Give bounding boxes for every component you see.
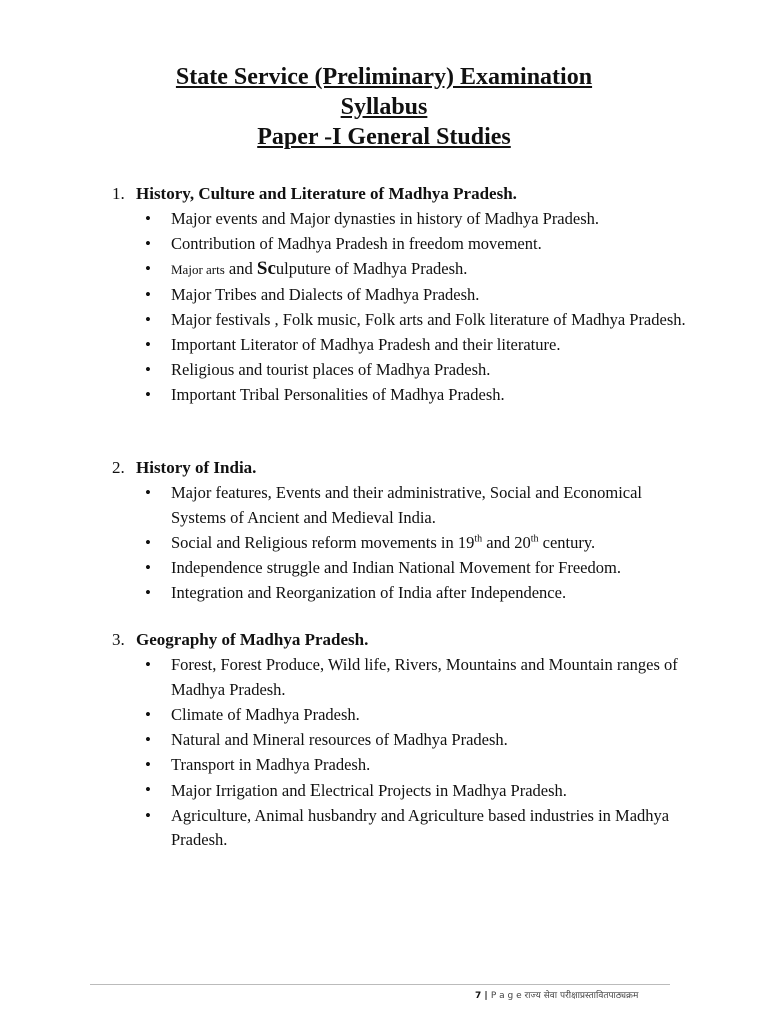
document-title-line1: State Service (Preliminary) Examination: [175, 64, 593, 90]
section-number: 2.: [112, 458, 125, 477]
list-item: • Climate of Madhya Pradesh.: [141, 703, 701, 728]
list-item: • Agriculture, Animal husbandry and Agriculture based industries in Madhya Pradesh.: [141, 804, 701, 853]
superscript: th: [530, 533, 539, 544]
list-item-part: Social and Religious reform movements in 19: [171, 532, 475, 552]
list-item: • Natural and Mineral resources of Madhya Pradesh.: [141, 728, 701, 753]
section-title: Geography of Madhya Pradesh.: [136, 630, 369, 649]
section-2-heading: [112, 457, 256, 479]
section-2-list: [141, 481, 701, 606]
list-item: • Contribution of Madhya Pradesh in freedom movement.: [141, 232, 701, 257]
list-item: • Major events and Major dynasties in history of Madhya Pradesh.: [141, 207, 701, 232]
list-item: • Transport in Madhya Pradesh.: [141, 753, 701, 778]
section-title: History of India.: [136, 458, 257, 477]
list-item: • Major festivals , Folk music, Folk arts and Folk literature of Madhya Pradesh.: [141, 308, 701, 333]
footer-separator: |: [481, 991, 491, 1001]
list-item: [141, 531, 701, 556]
list-item: • Forest, Forest Produce, Wild life, Rivers, Mountains and Mountain ranges of Madhya Pradesh.: [141, 653, 701, 702]
list-item: [141, 257, 701, 283]
superscript: th: [474, 533, 483, 544]
list-item-part: ulputure of Madhya Pradesh.: [275, 259, 468, 278]
section-title: History, Culture and Literature of Madhya Pradesh.: [136, 184, 517, 203]
list-item-part: and: [224, 259, 257, 278]
list-item: • Integration and Reorganization of India after Independence.: [141, 581, 701, 606]
document-title-line2: Syllabus: [340, 94, 428, 120]
list-item: • Independence struggle and Indian National Movement for Freedom.: [141, 556, 701, 581]
list-item: • Important Literator of Madhya Pradesh and their literature.: [141, 333, 701, 358]
page-footer: [475, 988, 638, 1001]
document-title-line3: Paper -I General Studies: [257, 124, 511, 150]
footer-divider: [90, 984, 670, 985]
list-item-part: E: [309, 779, 321, 800]
section-3-list: [141, 653, 701, 853]
page-word: P a g e: [490, 991, 522, 1001]
section-number: 3.: [112, 630, 125, 649]
list-item-part: Sc: [256, 258, 276, 279]
list-item: • Important Tribal Personalities of Madhya Pradesh.: [141, 383, 701, 408]
list-item-part: Major arts: [171, 262, 225, 277]
list-item: • Major Tribes and Dialects of Madhya Pradesh.: [141, 283, 701, 308]
list-item-part: century.: [538, 532, 596, 552]
section-number: 1.: [112, 184, 125, 203]
list-item-part: Major Irrigation and: [171, 780, 310, 800]
page-number: 7: [475, 991, 482, 1001]
list-item-part: and 20: [482, 532, 531, 552]
section-1-heading: [112, 183, 517, 205]
section-3-heading: [112, 629, 368, 651]
list-item-part: lectrical Projects in Madhya Pradesh.: [320, 780, 567, 800]
list-item: • Religious and tourist places of Madhya Pradesh.: [141, 358, 701, 383]
footer-hindi-text: राज्य सेवा परीक्षाप्रस्तावितपाठ्यक्रम: [521, 991, 639, 1001]
list-item: [141, 778, 701, 804]
list-item: • Major features, Events and their administrative, Social and Economical Systems of Ancient and Medieval India.: [141, 481, 701, 530]
section-1-list: [141, 207, 701, 408]
